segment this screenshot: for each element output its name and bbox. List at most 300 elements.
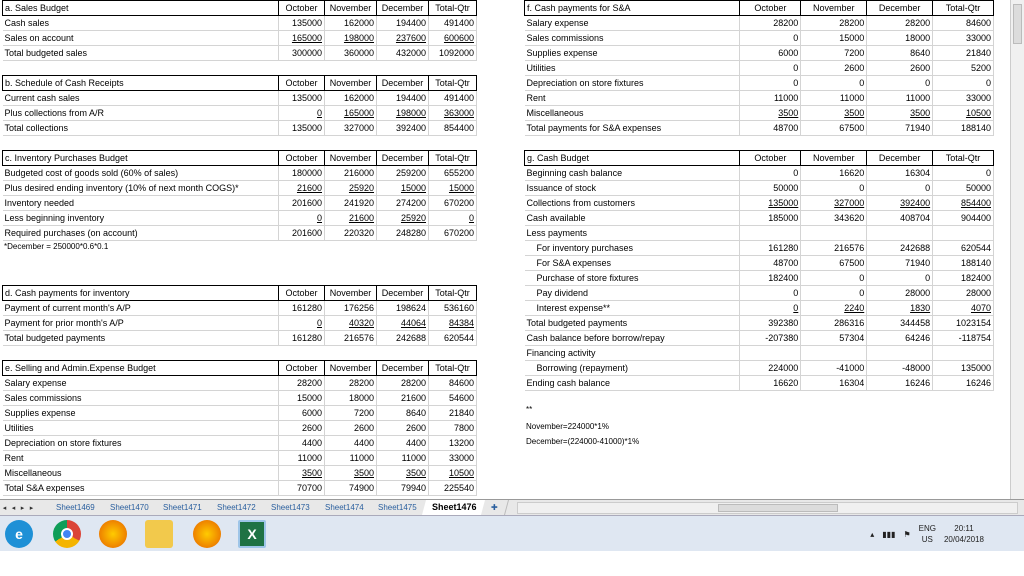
value-cell[interactable]: 161280 — [279, 301, 325, 316]
value-cell[interactable] — [933, 346, 994, 361]
horizontal-scrollbar[interactable] — [517, 502, 1018, 514]
table-row — [525, 211, 994, 226]
value-cell[interactable]: 3500 — [279, 466, 325, 481]
value-cell[interactable]: 0 — [867, 271, 933, 286]
column-header[interactable]: October — [740, 1, 801, 16]
value-cell[interactable]: 4400 — [325, 436, 377, 451]
row-label[interactable]: Payment for prior month's A/P — [3, 316, 279, 331]
value-cell[interactable]: 854400 — [933, 196, 994, 211]
value-cell[interactable]: 6000 — [279, 406, 325, 421]
row-label[interactable]: Supplies expense — [525, 46, 740, 61]
show-hidden-icons-icon[interactable]: ▴ — [870, 529, 875, 539]
interest-note-mark: ** — [526, 405, 533, 414]
next-sheet-icon[interactable]: ▸ — [20, 504, 25, 512]
value-cell[interactable] — [867, 226, 933, 241]
value-cell[interactable]: 536160 — [429, 301, 477, 316]
column-header[interactable]: Total-Qtr — [429, 76, 477, 91]
value-cell[interactable]: 10500 — [429, 466, 477, 481]
value-cell[interactable]: 21600 — [279, 181, 325, 196]
value-cell[interactable]: 194400 — [377, 16, 429, 31]
column-header[interactable]: Total-Qtr — [429, 361, 477, 376]
value-cell[interactable]: 198000 — [325, 31, 377, 46]
value-cell[interactable]: 11000 — [279, 451, 325, 466]
network-icon[interactable]: ▮▮▮ — [882, 529, 896, 539]
value-cell[interactable]: -41000 — [801, 361, 867, 376]
value-cell[interactable]: 491400 — [429, 91, 477, 106]
value-cell[interactable]: 241920 — [325, 196, 377, 211]
value-cell[interactable]: 0 — [801, 181, 867, 196]
value-cell[interactable] — [801, 226, 867, 241]
value-cell[interactable]: 3500 — [740, 106, 801, 121]
table-row — [525, 331, 994, 346]
value-cell[interactable] — [933, 226, 994, 241]
sheet-tab[interactable] — [422, 500, 488, 515]
value-cell[interactable]: 0 — [279, 211, 325, 226]
value-cell[interactable] — [740, 346, 801, 361]
column-header[interactable]: October — [279, 286, 325, 301]
row-label[interactable]: Sales commissions — [3, 391, 279, 406]
value-cell[interactable]: -207380 — [740, 331, 801, 346]
internet-explorer-icon[interactable]: e — [5, 520, 33, 548]
value-cell[interactable]: 216000 — [325, 166, 377, 181]
value-cell[interactable]: 0 — [801, 286, 867, 301]
value-cell[interactable]: 0 — [801, 271, 867, 286]
value-cell[interactable]: 188140 — [933, 121, 994, 136]
row-label[interactable]: Utilities — [525, 61, 740, 76]
vertical-scrollbar[interactable] — [1010, 0, 1024, 499]
sheet-tab-label: Sheet1469 — [56, 503, 95, 512]
value-cell[interactable]: 79940 — [377, 481, 429, 496]
value-cell[interactable]: 201600 — [279, 196, 325, 211]
row-label[interactable]: Rent — [525, 91, 740, 106]
section-title[interactable]: e. Selling and Admin.Expense Budget — [3, 361, 279, 376]
value-cell[interactable]: 3500 — [801, 106, 867, 121]
column-header[interactable]: December — [377, 151, 429, 166]
row-label[interactable]: Less payments — [525, 226, 740, 241]
table-header-row — [525, 1, 994, 16]
section-title[interactable]: c. Inventory Purchases Budget — [3, 151, 279, 166]
column-header[interactable]: October — [279, 361, 325, 376]
value-cell[interactable]: 4400 — [377, 436, 429, 451]
value-cell[interactable]: 50000 — [933, 181, 994, 196]
value-cell[interactable]: 135000 — [279, 16, 325, 31]
value-cell[interactable]: 327000 — [801, 196, 867, 211]
column-header[interactable]: December — [377, 1, 429, 16]
row-label[interactable]: Required purchases (on account) — [3, 226, 279, 241]
flag-icon[interactable]: ⚑ — [903, 529, 911, 539]
value-cell[interactable]: 165000 — [325, 106, 377, 121]
column-header[interactable]: October — [740, 151, 801, 166]
section-title[interactable]: g. Cash Budget — [525, 151, 740, 166]
value-cell[interactable]: 70700 — [279, 481, 325, 496]
value-cell[interactable]: 2240 — [801, 301, 867, 316]
value-cell[interactable]: 201600 — [279, 226, 325, 241]
value-cell[interactable]: 491400 — [429, 16, 477, 31]
value-cell[interactable]: 655200 — [429, 166, 477, 181]
value-cell[interactable]: 15000 — [429, 181, 477, 196]
value-cell[interactable]: 4070 — [933, 301, 994, 316]
table-row — [525, 376, 994, 391]
table-row — [525, 106, 994, 121]
value-cell[interactable]: 198624 — [377, 301, 429, 316]
value-cell[interactable]: 248280 — [377, 226, 429, 241]
value-cell[interactable]: 162000 — [325, 91, 377, 106]
value-cell[interactable]: 71940 — [867, 121, 933, 136]
value-cell[interactable]: 135000 — [933, 361, 994, 376]
value-cell[interactable]: 0 — [740, 61, 801, 76]
row-label[interactable]: Issuance of stock — [525, 181, 740, 196]
row-label[interactable]: Pay dividend — [525, 286, 740, 301]
row-label[interactable]: For inventory purchases — [525, 241, 740, 256]
row-label[interactable]: Miscellaneous — [525, 106, 740, 121]
value-cell[interactable]: 670200 — [429, 196, 477, 211]
value-cell[interactable]: 11000 — [377, 451, 429, 466]
value-cell[interactable]: 71940 — [867, 256, 933, 271]
row-label[interactable]: Interest expense** — [525, 301, 740, 316]
value-cell[interactable]: 44064 — [377, 316, 429, 331]
value-cell[interactable]: 392380 — [740, 316, 801, 331]
value-cell[interactable]: 286316 — [801, 316, 867, 331]
first-sheet-icon[interactable]: ◂ — [2, 504, 7, 512]
column-header[interactable]: December — [867, 1, 933, 16]
row-label[interactable]: Beginning cash balance — [525, 166, 740, 181]
column-header[interactable]: November — [325, 361, 377, 376]
value-cell[interactable]: 0 — [740, 76, 801, 91]
value-cell[interactable]: 1023154 — [933, 316, 994, 331]
column-header[interactable]: December — [377, 286, 429, 301]
value-cell[interactable]: 135000 — [740, 196, 801, 211]
value-cell[interactable]: 13200 — [429, 436, 477, 451]
value-cell[interactable]: 16620 — [801, 166, 867, 181]
column-header[interactable]: December — [377, 76, 429, 91]
value-cell[interactable]: 360000 — [325, 46, 377, 61]
row-label[interactable]: Total budgeted sales — [3, 46, 279, 61]
row-label[interactable]: Salary expense — [525, 16, 740, 31]
value-cell[interactable]: 57304 — [801, 331, 867, 346]
value-cell[interactable]: 2600 — [867, 61, 933, 76]
value-cell[interactable]: 28200 — [377, 376, 429, 391]
column-header[interactable]: Total-Qtr — [429, 151, 477, 166]
value-cell[interactable]: 33000 — [933, 31, 994, 46]
row-label[interactable]: Borrowing (repayment) — [525, 361, 740, 376]
value-cell[interactable]: 2600 — [377, 421, 429, 436]
value-cell[interactable]: 408704 — [867, 211, 933, 226]
value-cell[interactable]: 84384 — [429, 316, 477, 331]
row-label[interactable]: Total collections — [3, 121, 279, 136]
value-cell[interactable]: 135000 — [279, 91, 325, 106]
row-label[interactable]: Payment of current month's A/P — [3, 301, 279, 316]
value-cell[interactable]: 343620 — [801, 211, 867, 226]
value-cell[interactable]: 5200 — [933, 61, 994, 76]
value-cell[interactable]: 363000 — [429, 106, 477, 121]
value-cell[interactable]: 0 — [279, 316, 325, 331]
value-cell[interactable]: 0 — [867, 76, 933, 91]
value-cell[interactable]: 50000 — [740, 181, 801, 196]
insert-sheet-icon[interactable]: ✚ — [481, 500, 509, 515]
cash-budget-table — [524, 150, 994, 391]
sheet-tab[interactable] — [207, 500, 267, 515]
row-label[interactable]: Total S&A expenses — [3, 481, 279, 496]
value-cell[interactable]: 11000 — [867, 91, 933, 106]
value-cell[interactable]: 242688 — [377, 331, 429, 346]
value-cell[interactable]: 25920 — [325, 181, 377, 196]
value-cell[interactable]: 161280 — [740, 241, 801, 256]
sheet-tab[interactable] — [153, 500, 213, 515]
value-cell[interactable]: 64246 — [867, 331, 933, 346]
sheet-tab[interactable] — [368, 500, 428, 515]
row-label[interactable]: Utilities — [3, 421, 279, 436]
sheet-tab[interactable] — [46, 500, 106, 515]
value-cell[interactable]: 48700 — [740, 256, 801, 271]
sheet-tab[interactable] — [100, 500, 160, 515]
value-cell[interactable]: 0 — [740, 31, 801, 46]
value-cell[interactable]: 0 — [867, 181, 933, 196]
value-cell[interactable]: 0 — [740, 166, 801, 181]
value-cell[interactable]: 216576 — [801, 241, 867, 256]
section-title[interactable]: d. Cash payments for inventory — [3, 286, 279, 301]
language-code: ENG — [918, 524, 936, 533]
value-cell[interactable]: 854400 — [429, 121, 477, 136]
column-header[interactable]: December — [867, 151, 933, 166]
value-cell[interactable]: 8640 — [377, 406, 429, 421]
value-cell[interactable]: 182400 — [933, 271, 994, 286]
value-cell[interactable]: 237600 — [377, 31, 429, 46]
value-cell[interactable]: 242688 — [867, 241, 933, 256]
row-label[interactable]: Total payments for S&A expenses — [525, 121, 740, 136]
column-header[interactable]: November — [801, 1, 867, 16]
prev-sheet-icon[interactable]: ◂ — [11, 504, 16, 512]
value-cell[interactable]: 28200 — [740, 16, 801, 31]
value-cell[interactable]: 224000 — [740, 361, 801, 376]
value-cell[interactable]: 0 — [279, 106, 325, 121]
value-cell[interactable]: 16246 — [933, 376, 994, 391]
value-cell[interactable]: 0 — [933, 166, 994, 181]
row-label[interactable]: Sales on account — [3, 31, 279, 46]
value-cell[interactable]: 7800 — [429, 421, 477, 436]
value-cell[interactable]: -48000 — [867, 361, 933, 376]
value-cell[interactable]: 28200 — [801, 16, 867, 31]
value-cell[interactable]: 84600 — [933, 16, 994, 31]
value-cell[interactable] — [801, 346, 867, 361]
value-cell[interactable]: 300000 — [279, 46, 325, 61]
value-cell[interactable]: 4400 — [279, 436, 325, 451]
value-cell[interactable]: 11000 — [325, 451, 377, 466]
value-cell[interactable]: 0 — [933, 76, 994, 91]
value-cell[interactable]: 198000 — [377, 106, 429, 121]
value-cell[interactable]: 216576 — [325, 331, 377, 346]
row-label[interactable]: Total budgeted payments — [3, 331, 279, 346]
value-cell[interactable]: 0 — [740, 301, 801, 316]
value-cell[interactable]: 0 — [429, 211, 477, 226]
row-label[interactable]: Cash sales — [3, 16, 279, 31]
value-cell[interactable]: 28000 — [867, 286, 933, 301]
sheet-tab[interactable] — [261, 500, 321, 515]
value-cell[interactable]: 1092000 — [429, 46, 477, 61]
value-cell[interactable]: 16246 — [867, 376, 933, 391]
row-label[interactable]: Budgeted cost of goods sold (60% of sales) — [3, 166, 279, 181]
column-header[interactable]: Total-Qtr — [429, 1, 477, 16]
value-cell[interactable]: 3500 — [867, 106, 933, 121]
column-header[interactable]: November — [801, 151, 867, 166]
value-cell[interactable]: 6000 — [740, 46, 801, 61]
row-label[interactable]: Plus desired ending inventory (10% of next month COGS)* — [3, 181, 279, 196]
row-label[interactable]: Purchase of store fixtures — [525, 271, 740, 286]
column-header[interactable]: Total-Qtr — [933, 151, 994, 166]
row-label[interactable]: Collections from customers — [525, 196, 740, 211]
firefox-icon[interactable] — [99, 520, 127, 548]
value-cell[interactable]: 84600 — [429, 376, 477, 391]
value-cell[interactable]: 28000 — [933, 286, 994, 301]
row-label[interactable]: Inventory needed — [3, 196, 279, 211]
value-cell[interactable]: 161280 — [279, 331, 325, 346]
row-label[interactable]: Plus collections from A/R — [3, 106, 279, 121]
input-language[interactable] — [919, 523, 936, 545]
row-label[interactable]: Depreciation on store fixtures — [3, 436, 279, 451]
value-cell[interactable]: 16620 — [740, 376, 801, 391]
section-title[interactable]: f. Cash payments for S&A — [525, 1, 740, 16]
value-cell[interactable]: 33000 — [429, 451, 477, 466]
value-cell[interactable]: 194400 — [377, 91, 429, 106]
value-cell[interactable]: 16304 — [867, 166, 933, 181]
column-header[interactable]: November — [325, 76, 377, 91]
value-cell[interactable]: 7200 — [801, 46, 867, 61]
value-cell[interactable]: 25920 — [377, 211, 429, 226]
value-cell[interactable]: 392400 — [377, 121, 429, 136]
value-cell[interactable]: 18000 — [867, 31, 933, 46]
row-label[interactable]: Ending cash balance — [525, 376, 740, 391]
value-cell[interactable]: 67500 — [801, 256, 867, 271]
row-label[interactable]: Rent — [3, 451, 279, 466]
value-cell[interactable]: 2600 — [279, 421, 325, 436]
value-cell[interactable]: 10500 — [933, 106, 994, 121]
value-cell[interactable]: 18000 — [325, 391, 377, 406]
value-cell[interactable]: 48700 — [740, 121, 801, 136]
row-label[interactable]: Current cash sales — [3, 91, 279, 106]
value-cell[interactable]: 225540 — [429, 481, 477, 496]
column-header[interactable]: November — [325, 151, 377, 166]
value-cell[interactable]: 7200 — [325, 406, 377, 421]
row-label[interactable]: Cash available — [525, 211, 740, 226]
value-cell[interactable]: 67500 — [801, 121, 867, 136]
column-header[interactable]: November — [325, 286, 377, 301]
value-cell[interactable]: 3500 — [377, 466, 429, 481]
value-cell[interactable]: 392400 — [867, 196, 933, 211]
value-cell[interactable]: 15000 — [377, 181, 429, 196]
value-cell[interactable]: 432000 — [377, 46, 429, 61]
row-label[interactable]: Financing activity — [525, 346, 740, 361]
value-cell[interactable]: 274200 — [377, 196, 429, 211]
value-cell[interactable]: 40320 — [325, 316, 377, 331]
column-header[interactable]: October — [279, 76, 325, 91]
value-cell[interactable]: 344458 — [867, 316, 933, 331]
column-header[interactable]: Total-Qtr — [933, 1, 994, 16]
column-header[interactable]: October — [279, 151, 325, 166]
value-cell[interactable]: 165000 — [279, 31, 325, 46]
value-cell[interactable]: 135000 — [279, 121, 325, 136]
value-cell[interactable] — [867, 346, 933, 361]
row-label[interactable]: Less beginning inventory — [3, 211, 279, 226]
value-cell[interactable]: 28200 — [325, 376, 377, 391]
value-cell[interactable]: 327000 — [325, 121, 377, 136]
value-cell[interactable]: 182400 — [740, 271, 801, 286]
value-cell[interactable]: 15000 — [801, 31, 867, 46]
value-cell[interactable]: 620544 — [933, 241, 994, 256]
value-cell[interactable]: 2600 — [801, 61, 867, 76]
clock[interactable] — [944, 523, 984, 545]
table-row — [3, 406, 477, 421]
row-label[interactable]: Salary expense — [3, 376, 279, 391]
value-cell[interactable]: 2600 — [325, 421, 377, 436]
value-cell[interactable]: 54600 — [429, 391, 477, 406]
table-row — [525, 181, 994, 196]
value-cell[interactable]: 162000 — [325, 16, 377, 31]
value-cell[interactable]: 600600 — [429, 31, 477, 46]
value-cell[interactable]: 904400 — [933, 211, 994, 226]
value-cell[interactable]: 21600 — [325, 211, 377, 226]
value-cell[interactable]: 670200 — [429, 226, 477, 241]
value-cell[interactable]: 11000 — [801, 91, 867, 106]
value-cell[interactable]: 0 — [740, 286, 801, 301]
clock-time: 20:11 — [954, 524, 974, 533]
column-header[interactable]: December — [377, 361, 429, 376]
value-cell[interactable]: 21840 — [429, 406, 477, 421]
last-sheet-icon[interactable]: ▸ — [29, 504, 34, 512]
column-header[interactable]: November — [325, 1, 377, 16]
value-cell[interactable]: 0 — [801, 76, 867, 91]
row-label[interactable]: Miscellaneous — [3, 466, 279, 481]
value-cell[interactable]: 188140 — [933, 256, 994, 271]
value-cell[interactable]: 620544 — [429, 331, 477, 346]
value-cell[interactable]: 15000 — [279, 391, 325, 406]
value-cell[interactable]: 33000 — [933, 91, 994, 106]
sheet-tab[interactable] — [315, 500, 375, 515]
excel-icon[interactable]: X — [238, 520, 266, 548]
file-explorer-icon[interactable] — [145, 520, 173, 548]
table-header-row — [3, 1, 477, 16]
row-label[interactable]: For S&A expenses — [525, 256, 740, 271]
value-cell[interactable]: 176256 — [325, 301, 377, 316]
value-cell[interactable]: 220320 — [325, 226, 377, 241]
value-cell[interactable]: 28200 — [867, 16, 933, 31]
column-header[interactable]: October — [279, 1, 325, 16]
value-cell[interactable]: 21840 — [933, 46, 994, 61]
value-cell[interactable]: 1830 — [867, 301, 933, 316]
value-cell[interactable]: 3500 — [325, 466, 377, 481]
row-label[interactable]: Depreciation on store fixtures — [525, 76, 740, 91]
value-cell[interactable]: 11000 — [740, 91, 801, 106]
value-cell[interactable]: 28200 — [279, 376, 325, 391]
value-cell[interactable]: 74900 — [325, 481, 377, 496]
row-label[interactable]: Total budgeted payments — [525, 316, 740, 331]
value-cell[interactable]: 16304 — [801, 376, 867, 391]
value-cell[interactable]: 180000 — [279, 166, 325, 181]
firefox-window-icon[interactable] — [193, 520, 221, 548]
value-cell[interactable]: 8640 — [867, 46, 933, 61]
value-cell[interactable]: -118754 — [933, 331, 994, 346]
row-label[interactable]: Supplies expense — [3, 406, 279, 421]
table-header-row — [3, 361, 477, 376]
section-title[interactable]: b. Schedule of Cash Receipts — [3, 76, 279, 91]
section-title[interactable]: a. Sales Budget — [3, 1, 279, 16]
row-label[interactable]: Sales commissions — [525, 31, 740, 46]
value-cell[interactable] — [740, 226, 801, 241]
value-cell[interactable]: 259200 — [377, 166, 429, 181]
column-header[interactable]: Total-Qtr — [429, 286, 477, 301]
chrome-icon[interactable] — [53, 520, 81, 548]
row-label[interactable]: Cash balance before borrow/repay — [525, 331, 740, 346]
value-cell[interactable]: 185000 — [740, 211, 801, 226]
value-cell[interactable]: 21600 — [377, 391, 429, 406]
